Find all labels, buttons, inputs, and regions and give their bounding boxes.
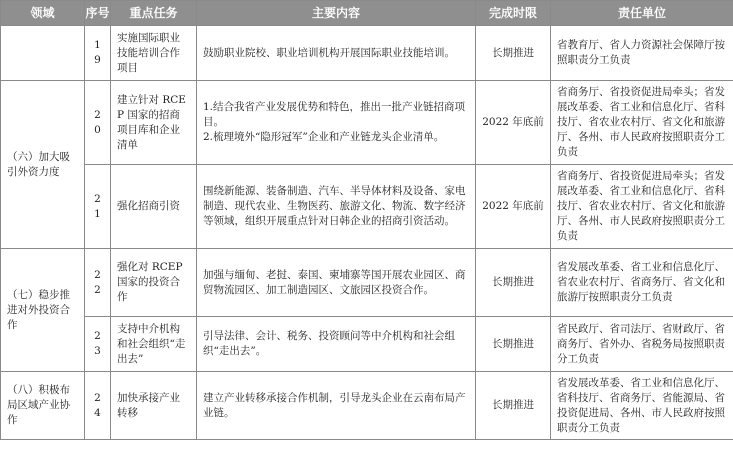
row-number: 21	[85, 165, 111, 249]
header-num: 序号	[85, 1, 111, 26]
deadline-cell: 长期推进	[476, 249, 551, 317]
content-line: 引导法律、会计、税务、投资顾问等中介机构和社会组织“走出去”。	[203, 330, 455, 357]
deadline-cell: 2022 年底前	[476, 81, 551, 165]
row-number: 20	[85, 81, 111, 165]
table-row	[1, 317, 733, 372]
content-line: 鼓励职业院校、职业培训机构开展国际职业技能培训。	[203, 46, 455, 59]
row-number: 22	[85, 249, 111, 317]
table-row	[1, 26, 733, 81]
area-cell: （六）加大吸引外资力度	[1, 81, 85, 249]
area-cell: （七）稳步推进对外投资合作	[1, 249, 85, 372]
content-line: 2.梳理境外“隐形冠军”企业和产业链龙头企业清单。	[203, 131, 445, 143]
content-cell	[197, 165, 476, 249]
table-row	[1, 81, 733, 165]
table-row	[1, 249, 733, 317]
task-cell: 建立针对 RCEP 国家的招商项目库和企业清单	[111, 81, 197, 165]
task-cell: 强化招商引资	[111, 165, 197, 249]
task-cell: 支持中介机构和社会组织“走出去”	[111, 317, 197, 372]
row-number: 24	[85, 372, 111, 440]
deadline-cell: 长期推进	[476, 317, 551, 372]
task-cell: 加快承接产业转移	[111, 372, 197, 440]
deadline-cell: 长期推进	[476, 26, 551, 81]
header-task: 重点任务	[111, 1, 197, 26]
header-unit: 责任单位	[551, 1, 733, 26]
table-row	[1, 372, 733, 440]
content-cell	[197, 249, 476, 317]
unit-cell: 省商务厅、省投资促进局牵头；省发展改革委、省工业和信息化厅、省科技厅、省农业农村厅、省文化和旅游厅、各州、市人民政府按照职责分工负责	[551, 165, 733, 249]
header-content: 主要内容	[197, 1, 476, 26]
area-cell	[1, 26, 85, 81]
header-deadline: 完成时限	[476, 1, 551, 26]
content-cell	[197, 26, 476, 81]
content-cell	[197, 372, 476, 440]
area-cell: （八）积极布局区域产业协作	[1, 372, 85, 440]
content-line: 围绕新能源、装备制造、汽车、半导体材料及设备、家电制造、现代农业、生物医药、旅游文化、物流、数字经济等领域，组织开展重点针对日韩企业的招商引资活动。	[203, 185, 466, 227]
task-cell: 实施国际职业技能培训合作项目	[111, 26, 197, 81]
unit-cell: 省商务厅、省投资促进局牵头；省发展改革委、省工业和信息化厅、省科技厅、省农业农村厅、省文化和旅游厅、各州、市人民政府按照职责分工负责	[551, 81, 733, 165]
content-line: 加强与缅甸、老挝、泰国、柬埔寨等国开展农业园区、商贸物流园区、加工制造园区、文旅园区投资合作。	[203, 268, 466, 296]
deadline-cell: 长期推进	[476, 372, 551, 440]
content-line: 建立产业转移承接合作机制，引导龙头企业在云南布局产业链。	[203, 391, 466, 419]
content-cell	[197, 81, 476, 165]
unit-cell: 省民政厅、省司法厅、省财政厅、省商务厅、省外办、省税务局按照职责分工负责	[551, 317, 733, 372]
unit-cell: 省发展改革委、省工业和信息化厅、省农业农村厅、省商务厅、省文化和旅游厅按照职责分工负责	[551, 249, 733, 317]
header-area: 领域	[1, 1, 85, 26]
task-cell: 强化对 RCEP 国家的投资合作	[111, 249, 197, 317]
header-row	[1, 1, 733, 26]
content-cell	[197, 317, 476, 372]
unit-cell: 省发展改革委、省工业和信息化厅、省科技厅、省商务厅、省能源局、省投资促进局、各州、市人民政府按照职责分工负责	[551, 372, 733, 440]
row-number: 19	[85, 26, 111, 81]
content-line: 1.结合我省产业发展优势和特色，推出一批产业链招商项目。	[203, 101, 466, 128]
table-row	[1, 165, 733, 249]
deadline-cell: 2022 年底前	[476, 165, 551, 249]
unit-cell: 省教育厅、省人力资源社会保障厅按照职责分工负责	[551, 26, 733, 81]
row-number: 23	[85, 317, 111, 372]
